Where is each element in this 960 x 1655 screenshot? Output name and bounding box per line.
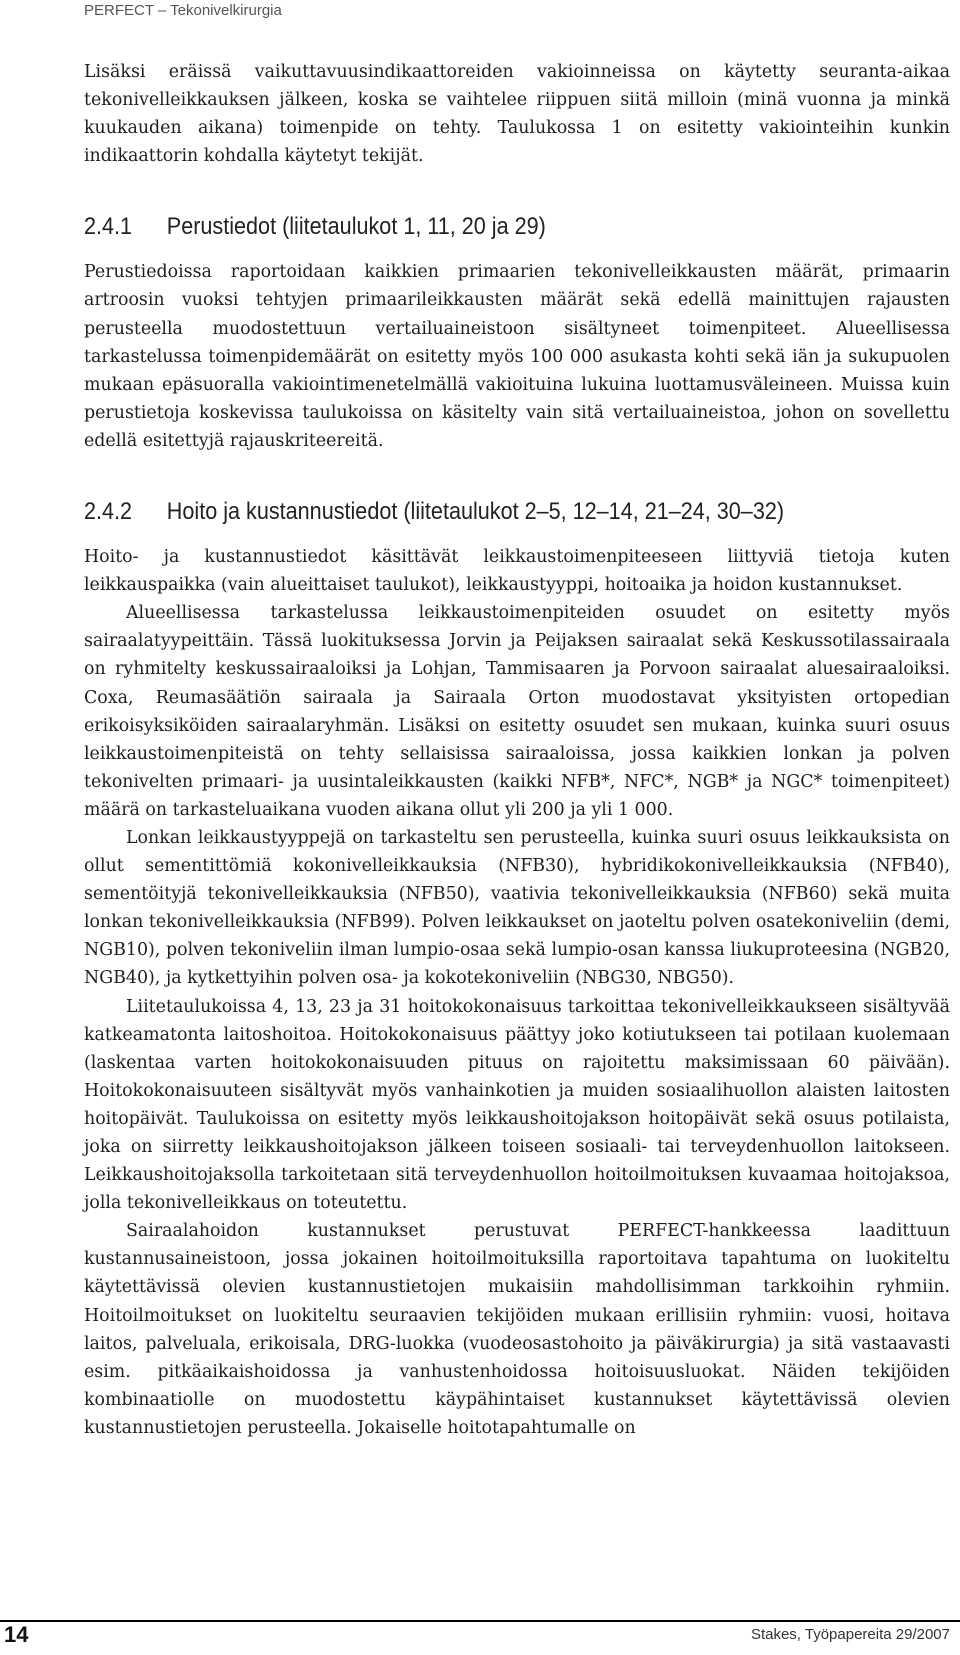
section-title: Hoito ja kustannustiedot (liitetaulukot 2–5, 12–14, 21–24, 30–32) — [166, 498, 785, 526]
section-number: 2.4.2 — [84, 498, 133, 526]
section-2-paragraph: Liitetaulukoissa 4, 13, 23 ja 31 hoitokokonaisuus tarkoittaa tekonivelleikkaukseen sisältyvää katkeamatonta laitoshoitoa. Hoitokokonaisuus päättyy joko kotiutukseen tai potilaan kuolemaan (laskentaa varten hoitokokonaisuuden pituus on rajoitettu maksimissaan 60 päivään). Hoitokokonaisuuteen sisältyvät myös vanhainkotien ja muiden sosiaalihuollon alaisten laitosten hoitopäivät. Taulukoissa on esitetty myös leikkaushoitojakson hoitopäivät sekä osuus potilaista, joka on siirretty leikkaushoitojakson jälkeen toiseen sosiaali- tai terveydenhuollon laitokseen. Leikkaushoitojaksolla tarkoitetaan sitä terveydenhuollon hoitoilmoituksen kuvaamaa hoitojaksoa, jolla tekonivelleikkaus on toteutettu. — [84, 996, 950, 1214]
section-2-paragraph: Lonkan leikkaustyyppejä on tarkasteltu sen perusteella, kuinka suuri osuus leikkauksista on ollut sementittömiä kokonivelleikkauksia (NFB30), hybridikokonivelleikkauksia (NFB40), sementöityjä tekonivelleikkauksia (NFB50), vaativia tekonivelleikkauksia (NFB60) sekä muita lonkan tekonivelleikkauksia (NFB99). Polven leikkaukset on jaoteltu polven osatekoniveliin (demi, NGB10), polven tekoniveliin ilman lumpio-osaa sekä lumpio-osan kanssa liukuproteesina (NGB20, NGB40), ja kytkettyihin polven osa- ja kokotekoniveliin (NBG30, NBG50). — [84, 827, 950, 989]
section-2-paragraph: Sairaalahoidon kustannukset perustuvat PERFECT-hankkeessa laadittuun kustannusaineistoon, jossa jokainen hoitoilmoituksilla raportoitava tapahtuma on luokiteltu käytettävissä olevien kustannustietojen mukaisiin mahdollisimman tarkkoihin ryhmiin. Hoitoilmoitukset on luokiteltu seuraavien tekijöiden mukaan erillisiin ryhmiin: vuosi, hoitava laitos, palveluala, erikoisala, DRG-luokka (vuodeosastohoito ja päiväkirurgia) ja sitä vastaavasti esim. pitkäaikaishoidossa ja vanhustenhoidossa hoitoisuusluokat. Näiden tekijöiden kombinaatiolle on muodostettu käypähintaiset kustannukset käytettävissä olevien kustannustietojen perusteella. Jokaiselle hoitotapahtumalle on — [84, 1221, 950, 1438]
page-number: 14 — [4, 1622, 29, 1647]
section-2-paragraph: Alueellisessa tarkastelussa leikkaustoimenpiteiden osuudet on esitetty myös sairaalatyypeittäin. Tässä luokituksessa Jorvin ja Peijaksen sairaalat sekä Keskussotilassairaala on ryhmitelty keskussairaaloiksi ja Lohjan, Tammisaaren ja Porvoon sairaalat aluesairaaloiksi. Coxa, Reumasäätiön sairaala ja Sairaala Orton muodostavat yksityisten ortopedian erikoisyksiköiden sairaalaryhmän. Lisäksi on esitetty osuudet sen mukaan, kuinka suuri osuus leikkaustoimenpiteistä on tehty sellaisissa sairaaloissa, jossa kaikkien lonkan ja polven tekonivelten primaari- ja uusintaleikkausten (kaikki NFB*, NFC*, NGB* ja NGC* toimenpiteet) määrä on tarkasteluaikana vuoden aikana ollut yli 200 ja yli 1 000. — [84, 603, 950, 820]
page-content — [84, 58, 950, 1442]
section-title: Perustiedot (liitetaulukot 1, 11, 20 ja 29) — [166, 213, 546, 241]
section-2-paragraph: Hoito- ja kustannustiedot käsittävät leikkaustoimenpiteeseen liittyviä tietoja kuten leikkauspaikka (vain alueittaiset taulukot), leikkaustyyppi, hoitoaika ja hoidon kustannukset. — [84, 547, 950, 596]
section-1-paragraph: Perustiedoissa raportoidaan kaikkien primaarien tekonivelleikkausten määrät, primaarin artroosin vuoksi tehtyjen primaarileikkausten määrät sekä edellä mainittujen rajausten perusteella muodostettuun vertailuaineistoon sisältyneet toimenpiteet. Alueellisessa tarkastelussa toimenpidemäärät on esitetty myös 100 000 asukasta kohti sekä iän ja sukupuolen mukaan epäsuoralla vakiointimenetelmällä vakioituina lukuina luottamusväleineen. Muissa kuin perustietoja koskevissa taulukoissa on käsitelty vain sitä vertailuaineistoa, johon on sovellettu edellä esitettyjä rajauskriteereitä. — [84, 262, 950, 451]
footer-source: Stakes, Työpapereita 29/2007 — [750, 1626, 950, 1643]
footer-rule — [0, 1620, 960, 1622]
section-number: 2.4.1 — [84, 213, 133, 241]
section-heading-2-4-2 — [84, 495, 863, 529]
section-heading-2-4-1 — [84, 210, 863, 244]
running-header: PERFECT – Tekonivelkirurgia — [84, 2, 282, 19]
intro-paragraph: Lisäksi eräissä vaikuttavuusindikaattoreiden vakioinneissa on käytetty seuranta-aikaa tekonivelleikkauksen jälkeen, koska se vaihtelee riippuen siitä milloin (minä vuonna ja minkä kuukauden aikana) toimenpide on tehty. Taulukossa 1 on esitetty vakiointeihin kunkin indikaattorin kohdalla käytetyt tekijät. — [84, 62, 950, 167]
